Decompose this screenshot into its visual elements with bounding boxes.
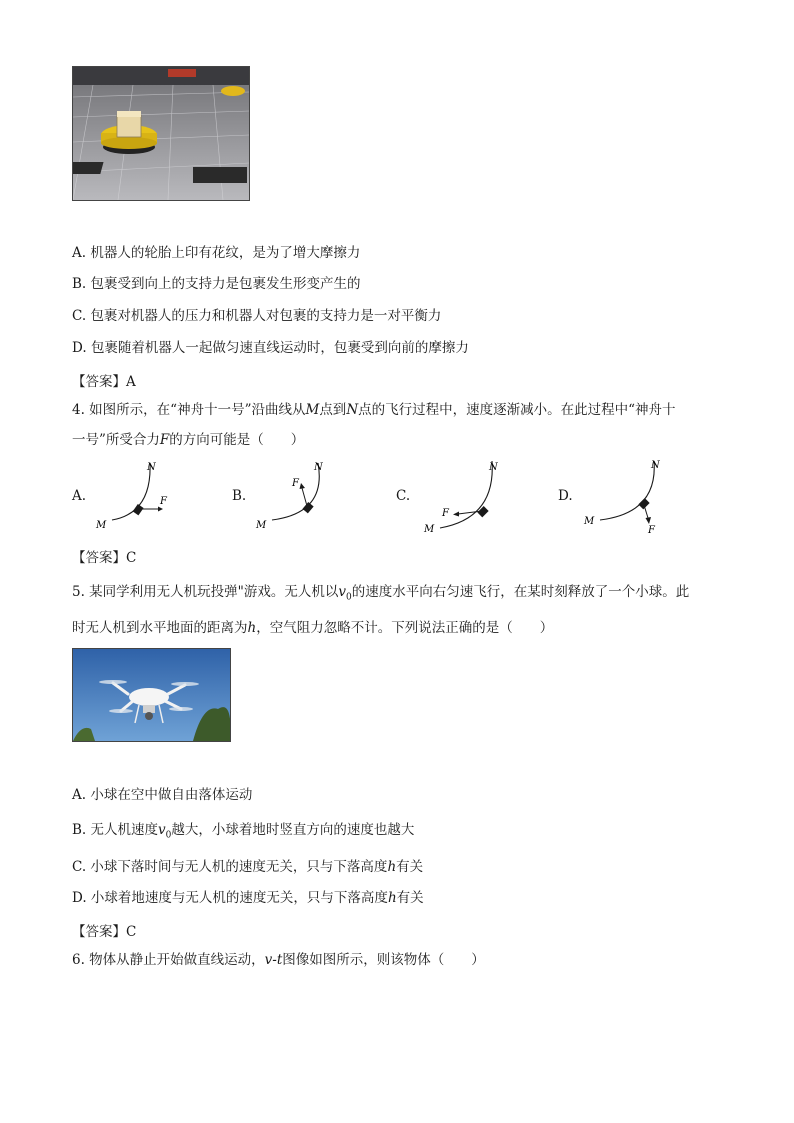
q6-stem bbox=[72, 951, 485, 969]
label-n: N bbox=[489, 462, 498, 473]
q4-stem-line1 bbox=[72, 401, 676, 419]
option-text: 有关 bbox=[396, 890, 424, 906]
stem-text: 4. 如图所示，在“神舟十一号”沿曲线从 bbox=[72, 402, 306, 418]
stem-text: 点到 bbox=[319, 402, 347, 418]
option-text: B. 无人机速度 bbox=[72, 822, 159, 838]
var-h: h bbox=[387, 859, 397, 875]
option-text: C. 小球下落时间与无人机的速度无关，只与下落高度 bbox=[72, 859, 388, 875]
option-text: 包裹对机器人的压力和机器人对包裹的支持力是一对平衡力 bbox=[90, 308, 442, 324]
stem-text: 的方向可能是（ ） bbox=[169, 432, 305, 448]
option-key: D. bbox=[558, 488, 573, 504]
q5-option-d bbox=[72, 889, 424, 907]
stem-text: 一号”所受合力 bbox=[72, 432, 160, 448]
var-v0: v bbox=[158, 822, 166, 838]
stem-text: 5. 某同学利用无人机玩投弹"游戏。无人机以 bbox=[72, 584, 339, 600]
stem-text: 的速度水平向右匀速飞行，在某时刻释放了一个小球。此 bbox=[351, 584, 690, 600]
answer-value: C bbox=[126, 924, 137, 940]
label-n: N bbox=[147, 462, 156, 473]
option-text: 有关 bbox=[396, 859, 424, 875]
q3-option-c bbox=[72, 307, 441, 325]
label-m: M bbox=[96, 520, 107, 531]
q5-option-b bbox=[72, 821, 414, 845]
q4-answer bbox=[72, 546, 136, 566]
var-v0: v bbox=[338, 584, 347, 600]
label-f: F bbox=[160, 496, 167, 507]
trajectory-diagram-d bbox=[578, 458, 688, 538]
stem-text: 图像如图所示，则该物体（ ） bbox=[282, 952, 485, 968]
q5-option-c bbox=[72, 858, 423, 876]
q3-answer bbox=[72, 370, 136, 390]
q3-option-d bbox=[72, 339, 469, 357]
trajectory-diagram-c bbox=[416, 458, 526, 538]
option-key: C. bbox=[72, 308, 87, 324]
label-m: M bbox=[424, 524, 435, 535]
option-key: A. bbox=[72, 245, 87, 261]
robot-photo bbox=[72, 66, 250, 201]
q4-option-diagrams bbox=[72, 458, 692, 538]
option-text: 越大，小球着地时竖直方向的速度也越大 bbox=[171, 822, 415, 838]
label-m: M bbox=[584, 516, 595, 527]
answer-label: 【答案】 bbox=[72, 924, 126, 940]
q5-stem-line2 bbox=[72, 619, 553, 637]
var-v0-sub: 0 bbox=[165, 830, 172, 841]
option-key: D. bbox=[72, 340, 87, 356]
stem-text: 6. 物体从静止开始做直线运动， bbox=[72, 952, 265, 968]
answer-label: 【答案】 bbox=[72, 550, 126, 566]
label-f: F bbox=[292, 478, 299, 489]
q3-option-a bbox=[72, 244, 360, 262]
var-h: h bbox=[247, 620, 257, 636]
option-text: D. 小球着地速度与无人机的速度无关，只与下落高度 bbox=[72, 890, 388, 906]
label-n: N bbox=[651, 460, 660, 471]
q5-stem-line1 bbox=[72, 583, 689, 607]
answer-value: A bbox=[126, 374, 136, 390]
option-key: B. bbox=[232, 488, 247, 504]
q4-stem-line2 bbox=[72, 431, 304, 449]
stem-text: 时无人机到水平地面的距离为 bbox=[72, 620, 248, 636]
drone-photo bbox=[72, 648, 231, 742]
option-text: 包裹随着机器人一起做匀速直线运动时，包裹受到向前的摩擦力 bbox=[90, 340, 469, 356]
label-n: N bbox=[314, 462, 323, 473]
label-m: M bbox=[256, 520, 267, 531]
label-f: F bbox=[648, 525, 655, 536]
var-vt: v-t bbox=[264, 952, 283, 968]
trajectory-diagram-a bbox=[92, 458, 202, 538]
answer-value: C bbox=[126, 550, 137, 566]
option-key: B. bbox=[72, 276, 87, 292]
stem-text: 点的飞行过程中，速度逐渐减小。在此过程中“神舟十 bbox=[358, 402, 676, 418]
option-key: C. bbox=[396, 488, 411, 504]
var-f: F bbox=[159, 432, 170, 448]
option-key: A. bbox=[72, 488, 87, 504]
var-m: M bbox=[305, 402, 320, 418]
var-n: N bbox=[346, 402, 359, 418]
answer-label: 【答案】 bbox=[72, 374, 126, 390]
label-f: F bbox=[442, 508, 449, 519]
option-text: 机器人的轮胎上印有花纹，是为了增大摩擦力 bbox=[90, 245, 361, 261]
option-text: 包裹受到向上的支持力是包裹发生形变产生的 bbox=[90, 276, 361, 292]
q3-option-b bbox=[72, 275, 361, 293]
var-v0-sub: 0 bbox=[346, 592, 352, 603]
trajectory-diagram-b bbox=[252, 458, 362, 538]
q5-option-a: A. 小球在空中做自由落体运动 bbox=[72, 787, 253, 803]
var-h: h bbox=[387, 890, 397, 906]
stem-text: ，空气阻力忽略不计。下列说法正确的是（ ） bbox=[256, 620, 554, 636]
q5-answer bbox=[72, 920, 136, 940]
